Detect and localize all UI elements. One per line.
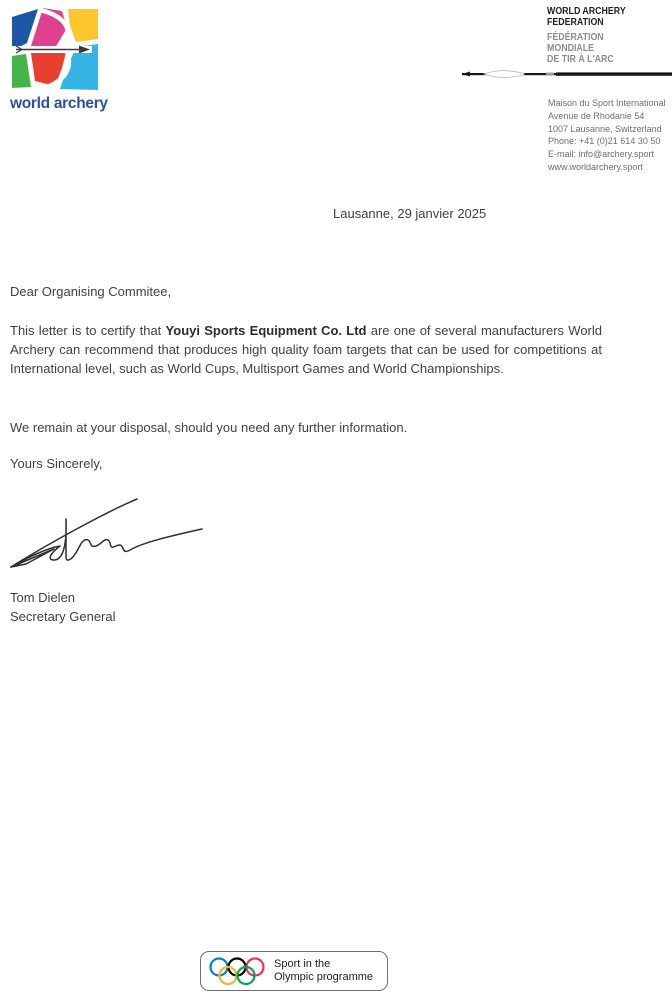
world-archery-logo [10,8,108,113]
address-line: Maison du Sport International [548,98,666,108]
arrow-graphic [460,67,672,81]
olympic-rings-icon [209,956,265,987]
header-org-block [547,6,626,65]
body-paragraph [10,321,602,379]
body-text-post: are one of several manufacturers World Archery can recommend that produces high quality foam targets that can be used for competitions at International level, such as World Cups, Multisport Games and World Championships. [10,323,602,377]
signer-title: Secretary General [10,609,116,624]
signature [6,487,216,572]
body-text-pre: This letter is to certify that [10,323,166,338]
signature-icon [6,487,216,572]
olympic-programme-label [274,958,373,985]
world-archery-logo-icon [10,8,100,92]
address-line: www.worldarchery.sport [548,161,643,172]
org-name-fr-line2: MONDIALE [547,42,595,54]
address-line: Phone: +41 (0)21 614 30 50 [548,136,661,147]
closing-line: We remain at your disposal, should you need any further information. [10,420,408,435]
org-name-en-line1: WORLD ARCHERY [547,5,626,17]
arrow-icon [460,67,672,81]
valediction: Yours Sincerely, [10,456,103,471]
dateline: Lausanne, 29 janvier 2025 [333,206,487,221]
salutation: Dear Organising Commitee, [10,284,172,299]
olympic-label-line1: Sport in the [274,957,331,970]
world-archery-wordmark: world archery [10,95,108,112]
address-line: E-mail: info@archery.sport [548,149,655,160]
org-name-fr-line3: DE TIR À L'ARC [547,53,614,65]
olympic-label-line2: Olympic programme [274,971,374,983]
address-line: Avenue de Rhodanie 54 [548,110,645,121]
olympic-programme-badge [200,951,388,991]
org-name-fr-line1: FÉDÉRATION [547,31,604,43]
company-name: Youyi Sports Equipment Co. Ltd [165,323,367,338]
address-block [548,97,666,174]
address-line: 1007 Lausanne, Switzerland [548,123,662,134]
org-name-en-line2: FEDERATION [547,16,604,28]
signer-name: Tom Dielen [10,590,76,605]
